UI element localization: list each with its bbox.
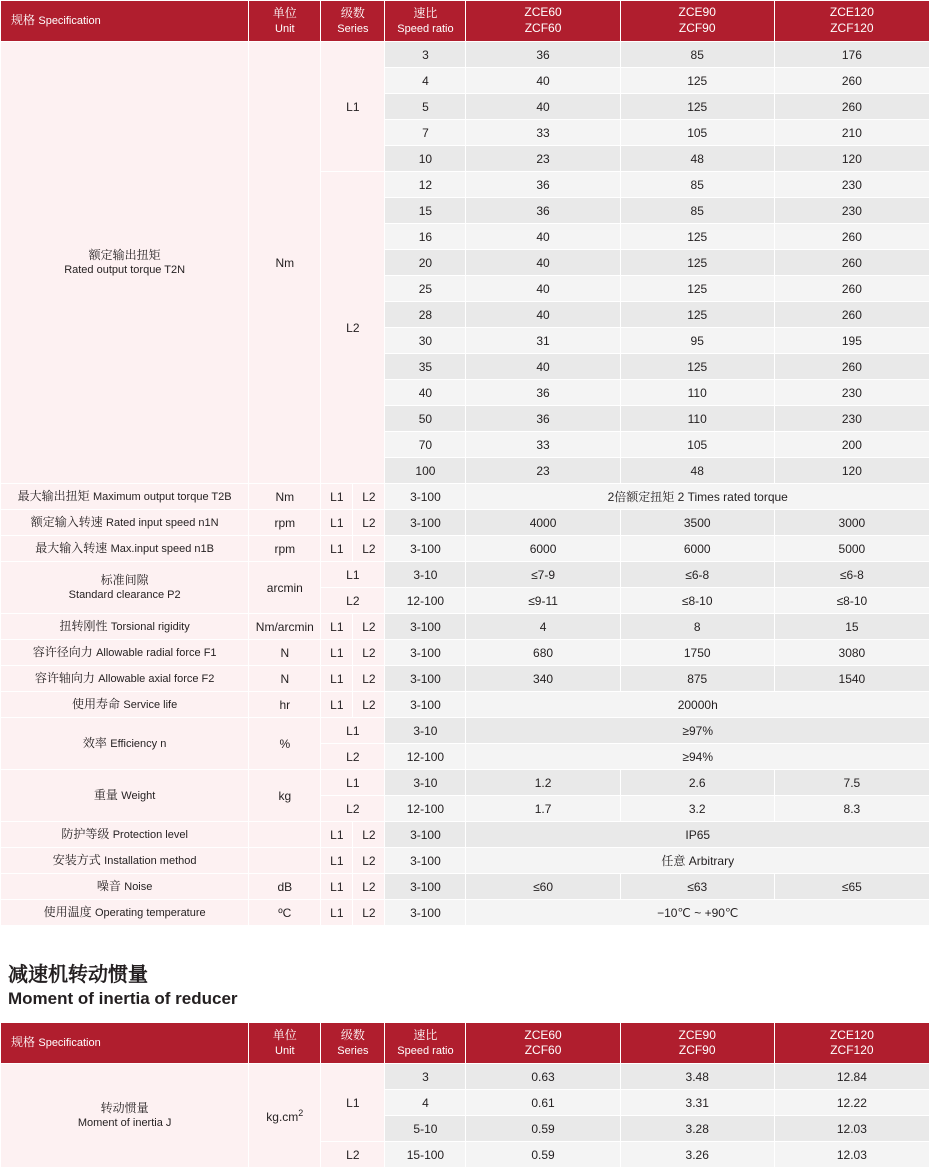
cell-value-120: 3000	[774, 510, 929, 536]
row-label-max-input-speed: 最大输入转速 Max.input speed n1B	[1, 536, 249, 562]
cell-series-l2: L2	[353, 640, 385, 666]
cell-series-l2: L2	[321, 588, 385, 614]
cell-value-120: ≤8-10	[774, 588, 929, 614]
cell-series-l2: L2	[353, 484, 385, 510]
cell-value-60: 40	[466, 276, 620, 302]
cell-value-90: ≤63	[620, 874, 774, 900]
cell-value-90: 125	[620, 224, 774, 250]
cell-series-l1: L1	[321, 1064, 385, 1142]
cell-value-90: 3.31	[620, 1090, 774, 1116]
cell-unit: arcmin	[249, 562, 321, 614]
cell-value-60: 6000	[466, 536, 620, 562]
cell-unit	[249, 848, 321, 874]
cell-value-60: 1.2	[466, 770, 620, 796]
cell-unit: rpm	[249, 510, 321, 536]
cell-speed-ratio: 28	[385, 302, 466, 328]
cell-value-120: 260	[774, 224, 929, 250]
cell-series-l1: L1	[321, 770, 385, 796]
cell-value-90: 85	[620, 198, 774, 224]
cell-value-90: 125	[620, 68, 774, 94]
cell-speed-ratio: 16	[385, 224, 466, 250]
table-row	[1, 718, 930, 744]
cell-value-60: ≤60	[466, 874, 620, 900]
cell-value-60: 31	[466, 328, 620, 354]
cell-series-l2: L2	[353, 666, 385, 692]
cell-series-l1: L1	[321, 640, 353, 666]
row-label-rated-input-speed: 额定输入转速 Rated input speed n1N	[1, 510, 249, 536]
cell-value-60: 36	[466, 406, 620, 432]
cell-series-l2: L2	[353, 510, 385, 536]
cell-value-90: 85	[620, 42, 774, 68]
cell-value-120: ≤65	[774, 874, 929, 900]
cell-speed-ratio: 30	[385, 328, 466, 354]
cell-value-120: 195	[774, 328, 929, 354]
cell-value-120: 230	[774, 198, 929, 224]
table-row	[1, 562, 930, 588]
cell-value-120: 12.84	[774, 1064, 929, 1090]
row-label-torsional-rigidity: 扭转刚性 Torsional rigidity	[1, 614, 249, 640]
row-label-allowable-radial-force: 容许径向力 Allowable radial force F1	[1, 640, 249, 666]
cell-value-120: 210	[774, 120, 929, 146]
cell-value-60: 1.7	[466, 796, 620, 822]
cell-speed-ratio: 25	[385, 276, 466, 302]
row-label-installation-method: 安装方式 Installation method	[1, 848, 249, 874]
cell-value-120: 260	[774, 354, 929, 380]
cell-value-120: 120	[774, 146, 929, 172]
cell-value-120: 12.22	[774, 1090, 929, 1116]
table-row	[1, 42, 930, 68]
cell-unit: Nm	[249, 484, 321, 510]
table-row	[1, 614, 930, 640]
cell-speed-ratio: 40	[385, 380, 466, 406]
cell-speed-ratio: 3-100	[385, 614, 466, 640]
cell-value-120: 3080	[774, 640, 929, 666]
cell-series-l1: L1	[321, 900, 353, 926]
cell-unit: $kg.cm^2$	[249, 1064, 321, 1168]
cell-unit: N	[249, 640, 321, 666]
cell-unit: hr	[249, 692, 321, 718]
cell-unit: Nm	[249, 42, 321, 484]
row-label-max-output-torque: 最大输出扭矩 Maximum output torque T2B	[1, 484, 249, 510]
cell-speed-ratio: 5	[385, 94, 466, 120]
cell-speed-ratio: 3-100	[385, 900, 466, 926]
cell-value-120: 1540	[774, 666, 929, 692]
cell-value-60: 36	[466, 42, 620, 68]
cell-speed-ratio: 70	[385, 432, 466, 458]
cell-series-l2: L2	[353, 848, 385, 874]
cell-unit: N	[249, 666, 321, 692]
cell-value-90: 125	[620, 302, 774, 328]
cell-value-merged: 20000h	[466, 692, 930, 718]
cell-value-60: 40	[466, 224, 620, 250]
cell-value-60: 36	[466, 380, 620, 406]
header-model-60: ZCE60 ZCF60	[466, 1023, 620, 1064]
cell-value-60: 33	[466, 120, 620, 146]
cell-speed-ratio: 3-10	[385, 718, 466, 744]
cell-unit: dB	[249, 874, 321, 900]
cell-speed-ratio: 20	[385, 250, 466, 276]
cell-speed-ratio: 15-100	[385, 1142, 466, 1168]
table-row	[1, 510, 930, 536]
cell-value-60: 23	[466, 458, 620, 484]
cell-value-90: 110	[620, 406, 774, 432]
cell-speed-ratio: 4	[385, 68, 466, 94]
cell-series-l1: L1	[321, 822, 353, 848]
cell-speed-ratio: 12-100	[385, 796, 466, 822]
cell-value-90: ≤6-8	[620, 562, 774, 588]
section-title-en: Moment of inertia of reducer	[8, 989, 238, 1008]
cell-value-90: 2.6	[620, 770, 774, 796]
cell-value-90: 125	[620, 250, 774, 276]
cell-series-l1: L1	[321, 848, 353, 874]
cell-speed-ratio: 3-100	[385, 640, 466, 666]
row-label-operating-temperature: 使用温度 Operating temperature	[1, 900, 249, 926]
cell-value-60: 0.59	[466, 1116, 620, 1142]
row-label-rated-output-torque: 额定输出扭矩 Rated output torque T2N	[1, 42, 249, 484]
cell-value-60: 33	[466, 432, 620, 458]
cell-value-120: 12.03	[774, 1142, 929, 1168]
cell-value-60: 340	[466, 666, 620, 692]
cell-speed-ratio: 100	[385, 458, 466, 484]
cell-value-90: 6000	[620, 536, 774, 562]
table-row	[1, 666, 930, 692]
cell-series-l1: L1	[321, 42, 385, 172]
cell-series-l1: L1	[321, 666, 353, 692]
cell-value-60: 4000	[466, 510, 620, 536]
header-series: 级数 Series	[321, 1, 385, 42]
row-label-protection-level: 防护等级 Protection level	[1, 822, 249, 848]
cell-value-60: 0.63	[466, 1064, 620, 1090]
table-header	[1, 1, 930, 42]
table-row	[1, 536, 930, 562]
header-model-120: ZCE120 ZCF120	[774, 1, 929, 42]
cell-value-60: 36	[466, 198, 620, 224]
cell-series-l1: L1	[321, 562, 385, 588]
cell-value-90: 3.28	[620, 1116, 774, 1142]
row-label-weight: 重量 Weight	[1, 770, 249, 822]
cell-speed-ratio: 35	[385, 354, 466, 380]
cell-speed-ratio: 3-100	[385, 848, 466, 874]
header-unit: 单位 Unit	[249, 1023, 321, 1064]
cell-value-120: 260	[774, 94, 929, 120]
cell-value-60: 40	[466, 302, 620, 328]
cell-unit: %	[249, 718, 321, 770]
cell-value-60: 36	[466, 172, 620, 198]
cell-value-120: ≤6-8	[774, 562, 929, 588]
header-specification: 规格 Specification	[1, 1023, 249, 1064]
cell-series-l2: L2	[321, 744, 385, 770]
cell-series-l2: L2	[321, 1142, 385, 1168]
cell-speed-ratio: 12-100	[385, 744, 466, 770]
cell-value-90: 125	[620, 276, 774, 302]
cell-value-60: 40	[466, 68, 620, 94]
cell-speed-ratio: 50	[385, 406, 466, 432]
cell-speed-ratio: 5-10	[385, 1116, 466, 1142]
cell-series-l1: L1	[321, 510, 353, 536]
cell-value-60: 0.61	[466, 1090, 620, 1116]
cell-series-l2: L2	[353, 614, 385, 640]
cell-value-120: 260	[774, 68, 929, 94]
cell-series-l2: L2	[353, 874, 385, 900]
cell-value-120: 5000	[774, 536, 929, 562]
section-title-moment-of-inertia	[0, 962, 930, 1010]
cell-value-60: 40	[466, 94, 620, 120]
cell-value-120: 200	[774, 432, 929, 458]
cell-speed-ratio: 7	[385, 120, 466, 146]
cell-unit: rpm	[249, 536, 321, 562]
cell-speed-ratio: 4	[385, 1090, 466, 1116]
cell-series-l2: L2	[321, 172, 385, 484]
cell-series-l2: L2	[353, 900, 385, 926]
cell-value-90: 875	[620, 666, 774, 692]
cell-value-120: 12.03	[774, 1116, 929, 1142]
table-body	[1, 1064, 930, 1168]
row-label-standard-clearance: 标准间隙 Standard clearance P2	[1, 562, 249, 614]
cell-value-90: 110	[620, 380, 774, 406]
cell-series-l2: L2	[353, 822, 385, 848]
cell-value-120: 8.3	[774, 796, 929, 822]
cell-value-120: 176	[774, 42, 929, 68]
cell-series-l1: L1	[321, 692, 353, 718]
cell-value-90: ≤8-10	[620, 588, 774, 614]
cell-value-90: 85	[620, 172, 774, 198]
table-header	[1, 1023, 930, 1064]
cell-series-l2: L2	[321, 796, 385, 822]
cell-value-merged: 任意 Arbitrary	[466, 848, 930, 874]
cell-speed-ratio: 15	[385, 198, 466, 224]
cell-value-merged: 2倍额定扭矩 2 Times rated torque	[466, 484, 930, 510]
header-model-90: ZCE90 ZCF90	[620, 1, 774, 42]
cell-value-90: 125	[620, 354, 774, 380]
row-label-efficiency: 效率 Efficiency n	[1, 718, 249, 770]
cell-value-90: 48	[620, 146, 774, 172]
cell-value-120: 230	[774, 172, 929, 198]
cell-value-merged: ≥94%	[466, 744, 930, 770]
cell-unit: Nm/arcmin	[249, 614, 321, 640]
cell-value-merged: ≥97%	[466, 718, 930, 744]
row-label-moment-of-inertia: 转动惯量 Moment of inertia J	[1, 1064, 249, 1168]
cell-speed-ratio: 10	[385, 146, 466, 172]
cell-value-90: 3.2	[620, 796, 774, 822]
cell-value-120: 230	[774, 380, 929, 406]
cell-value-60: 40	[466, 250, 620, 276]
cell-series-l1: L1	[321, 874, 353, 900]
table-row	[1, 900, 930, 926]
cell-value-90: 8	[620, 614, 774, 640]
table-row	[1, 640, 930, 666]
cell-value-60: ≤7-9	[466, 562, 620, 588]
cell-value-60: 23	[466, 146, 620, 172]
cell-value-90: 95	[620, 328, 774, 354]
cell-value-90: 3500	[620, 510, 774, 536]
cell-value-120: 7.5	[774, 770, 929, 796]
cell-value-120: 15	[774, 614, 929, 640]
cell-value-merged: IP65	[466, 822, 930, 848]
cell-speed-ratio: 12	[385, 172, 466, 198]
table-row	[1, 484, 930, 510]
cell-value-120: 230	[774, 406, 929, 432]
cell-speed-ratio: 12-100	[385, 588, 466, 614]
cell-value-60: 4	[466, 614, 620, 640]
cell-value-60: 40	[466, 354, 620, 380]
table-row	[1, 692, 930, 718]
cell-value-60: 0.59	[466, 1142, 620, 1168]
cell-series-l2: L2	[353, 536, 385, 562]
cell-speed-ratio: 3-10	[385, 562, 466, 588]
cell-series-l1: L1	[321, 536, 353, 562]
cell-value-60: 680	[466, 640, 620, 666]
cell-speed-ratio: 3	[385, 1064, 466, 1090]
table-row	[1, 1064, 930, 1090]
cell-series-l1: L1	[321, 718, 385, 744]
table-body	[1, 42, 930, 926]
cell-value-90: 105	[620, 432, 774, 458]
cell-speed-ratio: 3-100	[385, 510, 466, 536]
cell-speed-ratio: 3-100	[385, 666, 466, 692]
cell-value-90: 48	[620, 458, 774, 484]
header-model-90: ZCE90 ZCF90	[620, 1023, 774, 1064]
cell-speed-ratio: 3	[385, 42, 466, 68]
table-row	[1, 848, 930, 874]
section-title-cn: 减速机转动惯量	[8, 964, 148, 986]
table-row	[1, 874, 930, 900]
cell-unit	[249, 822, 321, 848]
cell-value-120: 260	[774, 276, 929, 302]
row-label-noise: 噪音 Noise	[1, 874, 249, 900]
header-speed-ratio: 速比 Speed ratio	[385, 1023, 466, 1064]
cell-value-120: 120	[774, 458, 929, 484]
header-series: 级数 Series	[321, 1023, 385, 1064]
cell-value-120: 260	[774, 302, 929, 328]
cell-series-l1: L1	[321, 484, 353, 510]
cell-speed-ratio: 3-100	[385, 874, 466, 900]
cell-value-90: 3.26	[620, 1142, 774, 1168]
cell-value-90: 3.48	[620, 1064, 774, 1090]
cell-speed-ratio: 3-100	[385, 536, 466, 562]
cell-value-120: 260	[774, 250, 929, 276]
header-model-120: ZCE120 ZCF120	[774, 1023, 929, 1064]
header-speed-ratio: 速比 Speed ratio	[385, 1, 466, 42]
moment-of-inertia-table	[0, 1022, 930, 1168]
cell-value-90: 1750	[620, 640, 774, 666]
row-label-allowable-axial-force: 容许轴向力 Allowable axial force F2	[1, 666, 249, 692]
table-row	[1, 822, 930, 848]
cell-value-merged: −10℃ ~ +90℃	[466, 900, 930, 926]
cell-series-l1: L1	[321, 614, 353, 640]
cell-speed-ratio: 3-100	[385, 692, 466, 718]
row-label-service-life: 使用寿命 Service life	[1, 692, 249, 718]
cell-value-90: 105	[620, 120, 774, 146]
cell-speed-ratio: 3-100	[385, 484, 466, 510]
cell-value-60: ≤9-11	[466, 588, 620, 614]
cell-value-90: 125	[620, 94, 774, 120]
cell-series-l2: L2	[353, 692, 385, 718]
table-row	[1, 770, 930, 796]
header-model-60: ZCE60 ZCF60	[466, 1, 620, 42]
cell-speed-ratio: 3-10	[385, 770, 466, 796]
header-unit: 单位 Unit	[249, 1, 321, 42]
cell-unit: kg	[249, 770, 321, 822]
header-specification: 规格 Specification	[1, 1, 249, 42]
cell-speed-ratio: 3-100	[385, 822, 466, 848]
cell-unit: ºC	[249, 900, 321, 926]
